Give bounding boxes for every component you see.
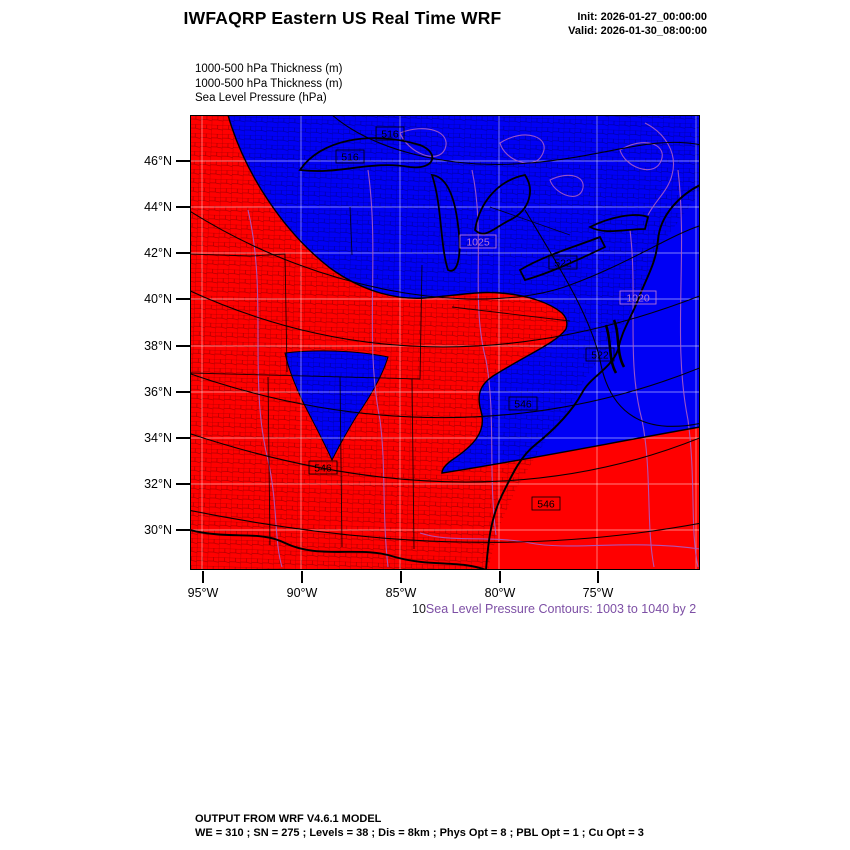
map-canvas <box>190 115 700 570</box>
svg-text:516: 516 <box>341 151 359 164</box>
lon-label: 85°W <box>385 586 417 600</box>
model-footer <box>195 812 644 840</box>
valid-time: Valid: 2026-01-30_08:00:00 <box>568 25 707 37</box>
lat-label: 38°N <box>144 339 172 353</box>
lon-tick-85w <box>400 571 402 583</box>
run-info <box>568 10 707 38</box>
lon-label: 95°W <box>187 586 219 600</box>
footer-model-line: OUTPUT FROM WRF V4.6.1 MODEL <box>195 813 382 825</box>
lat-tick-46n <box>176 160 190 162</box>
lon-label: 75°W <box>582 586 614 600</box>
init-time: Init: 2026-01-27_00:00:00 <box>577 11 707 23</box>
svg-text:546: 546 <box>314 462 332 475</box>
lon-tick-75w <box>597 571 599 583</box>
lat-label: 42°N <box>144 246 172 260</box>
lat-tick-42n <box>176 252 190 254</box>
lon-label: 80°W <box>484 586 516 600</box>
lon-tick-80w <box>499 571 501 583</box>
svg-text:516: 516 <box>381 128 399 141</box>
lat-label: 36°N <box>144 385 172 399</box>
lat-tick-38n <box>176 345 190 347</box>
lat-tick-40n <box>176 298 190 300</box>
lon-tick-90w <box>301 571 303 583</box>
lat-label: 34°N <box>144 431 172 445</box>
legend-line-thickness-1: 1000-500 hPa Thickness (m) <box>195 63 343 75</box>
caption-prefix: 10 <box>412 602 426 616</box>
page-title: IWFAQRP Eastern US Real Time WRF <box>183 8 502 28</box>
lat-tick-34n <box>176 437 190 439</box>
lat-tick-36n <box>176 391 190 393</box>
lon-label: 90°W <box>286 586 318 600</box>
caption-text: Sea Level Pressure Contours: 1003 to 1040 by 2 <box>425 602 697 616</box>
svg-text:546: 546 <box>537 498 555 511</box>
legend-line-thickness-2: 1000-500 hPa Thickness (m) <box>195 77 343 90</box>
lon-tick-95w <box>202 571 204 583</box>
footer-config-line: WE = 310 ; SN = 275 ; Levels = 38 ; Dis = 8km ; Phys Opt = 8 ; PBL Opt = 1 ; Cu Opt = 3 <box>195 827 644 839</box>
svg-text:522: 522 <box>591 349 609 362</box>
lat-tick-32n <box>176 483 190 485</box>
lat-label: 32°N <box>144 477 172 491</box>
lat-label: 30°N <box>144 523 172 537</box>
svg-text:522: 522 <box>554 257 572 270</box>
lat-tick-30n <box>176 529 190 531</box>
lat-label: 40°N <box>144 292 172 306</box>
legend-line-slp: Sea Level Pressure (hPa) <box>195 92 327 104</box>
svg-text:1025: 1025 <box>466 236 490 249</box>
svg-text:1020: 1020 <box>626 292 650 305</box>
weather-map <box>190 115 700 570</box>
lat-tick-44n <box>176 206 190 208</box>
svg-text:546: 546 <box>514 398 532 411</box>
field-legend <box>195 62 342 106</box>
lat-label: 44°N <box>144 200 172 214</box>
lat-label: 46°N <box>144 154 172 168</box>
slp-caption <box>412 602 696 616</box>
